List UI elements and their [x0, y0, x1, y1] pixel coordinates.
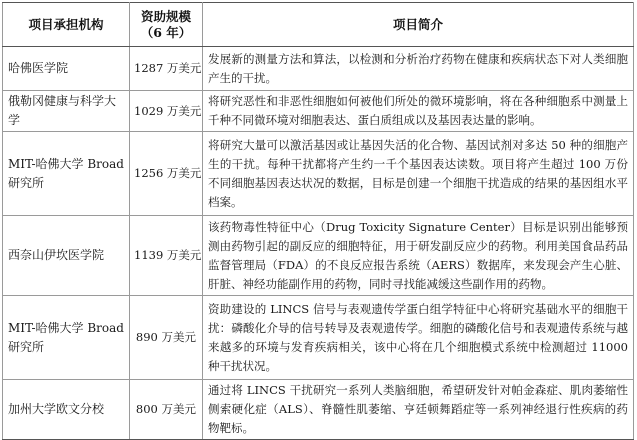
- table-row: [3, 47, 634, 91]
- header-summary: 项目简介: [203, 3, 634, 47]
- summary-cell: 通过将 LINCS 干扰研究一系列人类脑细胞，希望研发针对帕金森症、肌肉萎缩性侧索硬化症（ALS）、脊髓性肌萎缩、亨廷顿舞蹈症等一系列神经退行性疾病的药物靶标。: [203, 380, 634, 440]
- header-institution: 项目承担机构: [3, 3, 130, 47]
- header-funding-line2: （6 年）: [140, 24, 192, 40]
- table-row: [3, 296, 634, 380]
- table-row: [3, 91, 634, 132]
- table-header-row: [3, 3, 634, 47]
- table-row: [3, 132, 634, 216]
- funding-table: [2, 2, 634, 440]
- table-row: [3, 380, 634, 440]
- table-row: [3, 216, 634, 296]
- institution-cell: 加州大学欧文分校: [3, 380, 130, 440]
- institution-cell: 俄勒冈健康与科学大学: [3, 91, 130, 132]
- summary-cell: 该药物毒性特征中心（Drug Toxicity Signature Center）目标是识别出能够预测由药物引起的副反应的细胞特征，用于研发副反应少的药物。利用美国食品药品监督管理局（FDA）的不良反应报告系统（AERS）数据库，来发现会产生心脏、肝脏、神经功能副作用的药物，同时寻找能减缓这些副作用的药物。: [203, 216, 634, 296]
- header-funding-line1: 资助规模: [140, 8, 191, 24]
- summary-cell: 发展新的测量方法和算法，以检测和分析治疗药物在健康和疾病状态下对人类细胞产生的干扰。: [203, 47, 634, 91]
- funding-cell: 1287 万美元: [130, 47, 203, 91]
- summary-cell: 资助建设的 LINCS 信号与表观遗传学蛋白组学特征中心将研究基础水平的细胞干扰：磷酸化介导的信号转导及表观遗传学。细胞的磷酸化信号和表观遗传系统与越来越多的环境与发育疾病相关，该中心将在几个细胞模式系统中检测超过 11000 种干扰状况。: [203, 296, 634, 380]
- funding-cell: 1029 万美元: [130, 91, 203, 132]
- summary-cell: 将研究大量可以激活基因或让基因失活的化合物、基因试剂对多达 50 种的细胞产生的干扰。每种干扰都将产生约一千个基因表达读数。项目将产生超过 100 万份不同细胞基因表达状况的数据，目标是创建一个细胞干扰造成的结果的基因组水平档案。: [203, 132, 634, 216]
- funding-cell: 800 万美元: [130, 380, 203, 440]
- funding-cell: 890 万美元: [130, 296, 203, 380]
- institution-cell: MIT-哈佛大学 Broad 研究所: [3, 132, 130, 216]
- funding-cell: 1256 万美元: [130, 132, 203, 216]
- institution-cell: 西奈山伊坎医学院: [3, 216, 130, 296]
- institution-cell: MIT-哈佛大学 Broad 研究所: [3, 296, 130, 380]
- summary-cell: 将研究恶性和非恶性细胞如何被他们所处的微环境影响，将在各种细胞系中测量上千种不同微环境对细胞表达、蛋白质组成以及基因表达量的影响。: [203, 91, 634, 132]
- header-funding: [130, 3, 203, 47]
- funding-cell: 1139 万美元: [130, 216, 203, 296]
- institution-cell: 哈佛医学院: [3, 47, 130, 91]
